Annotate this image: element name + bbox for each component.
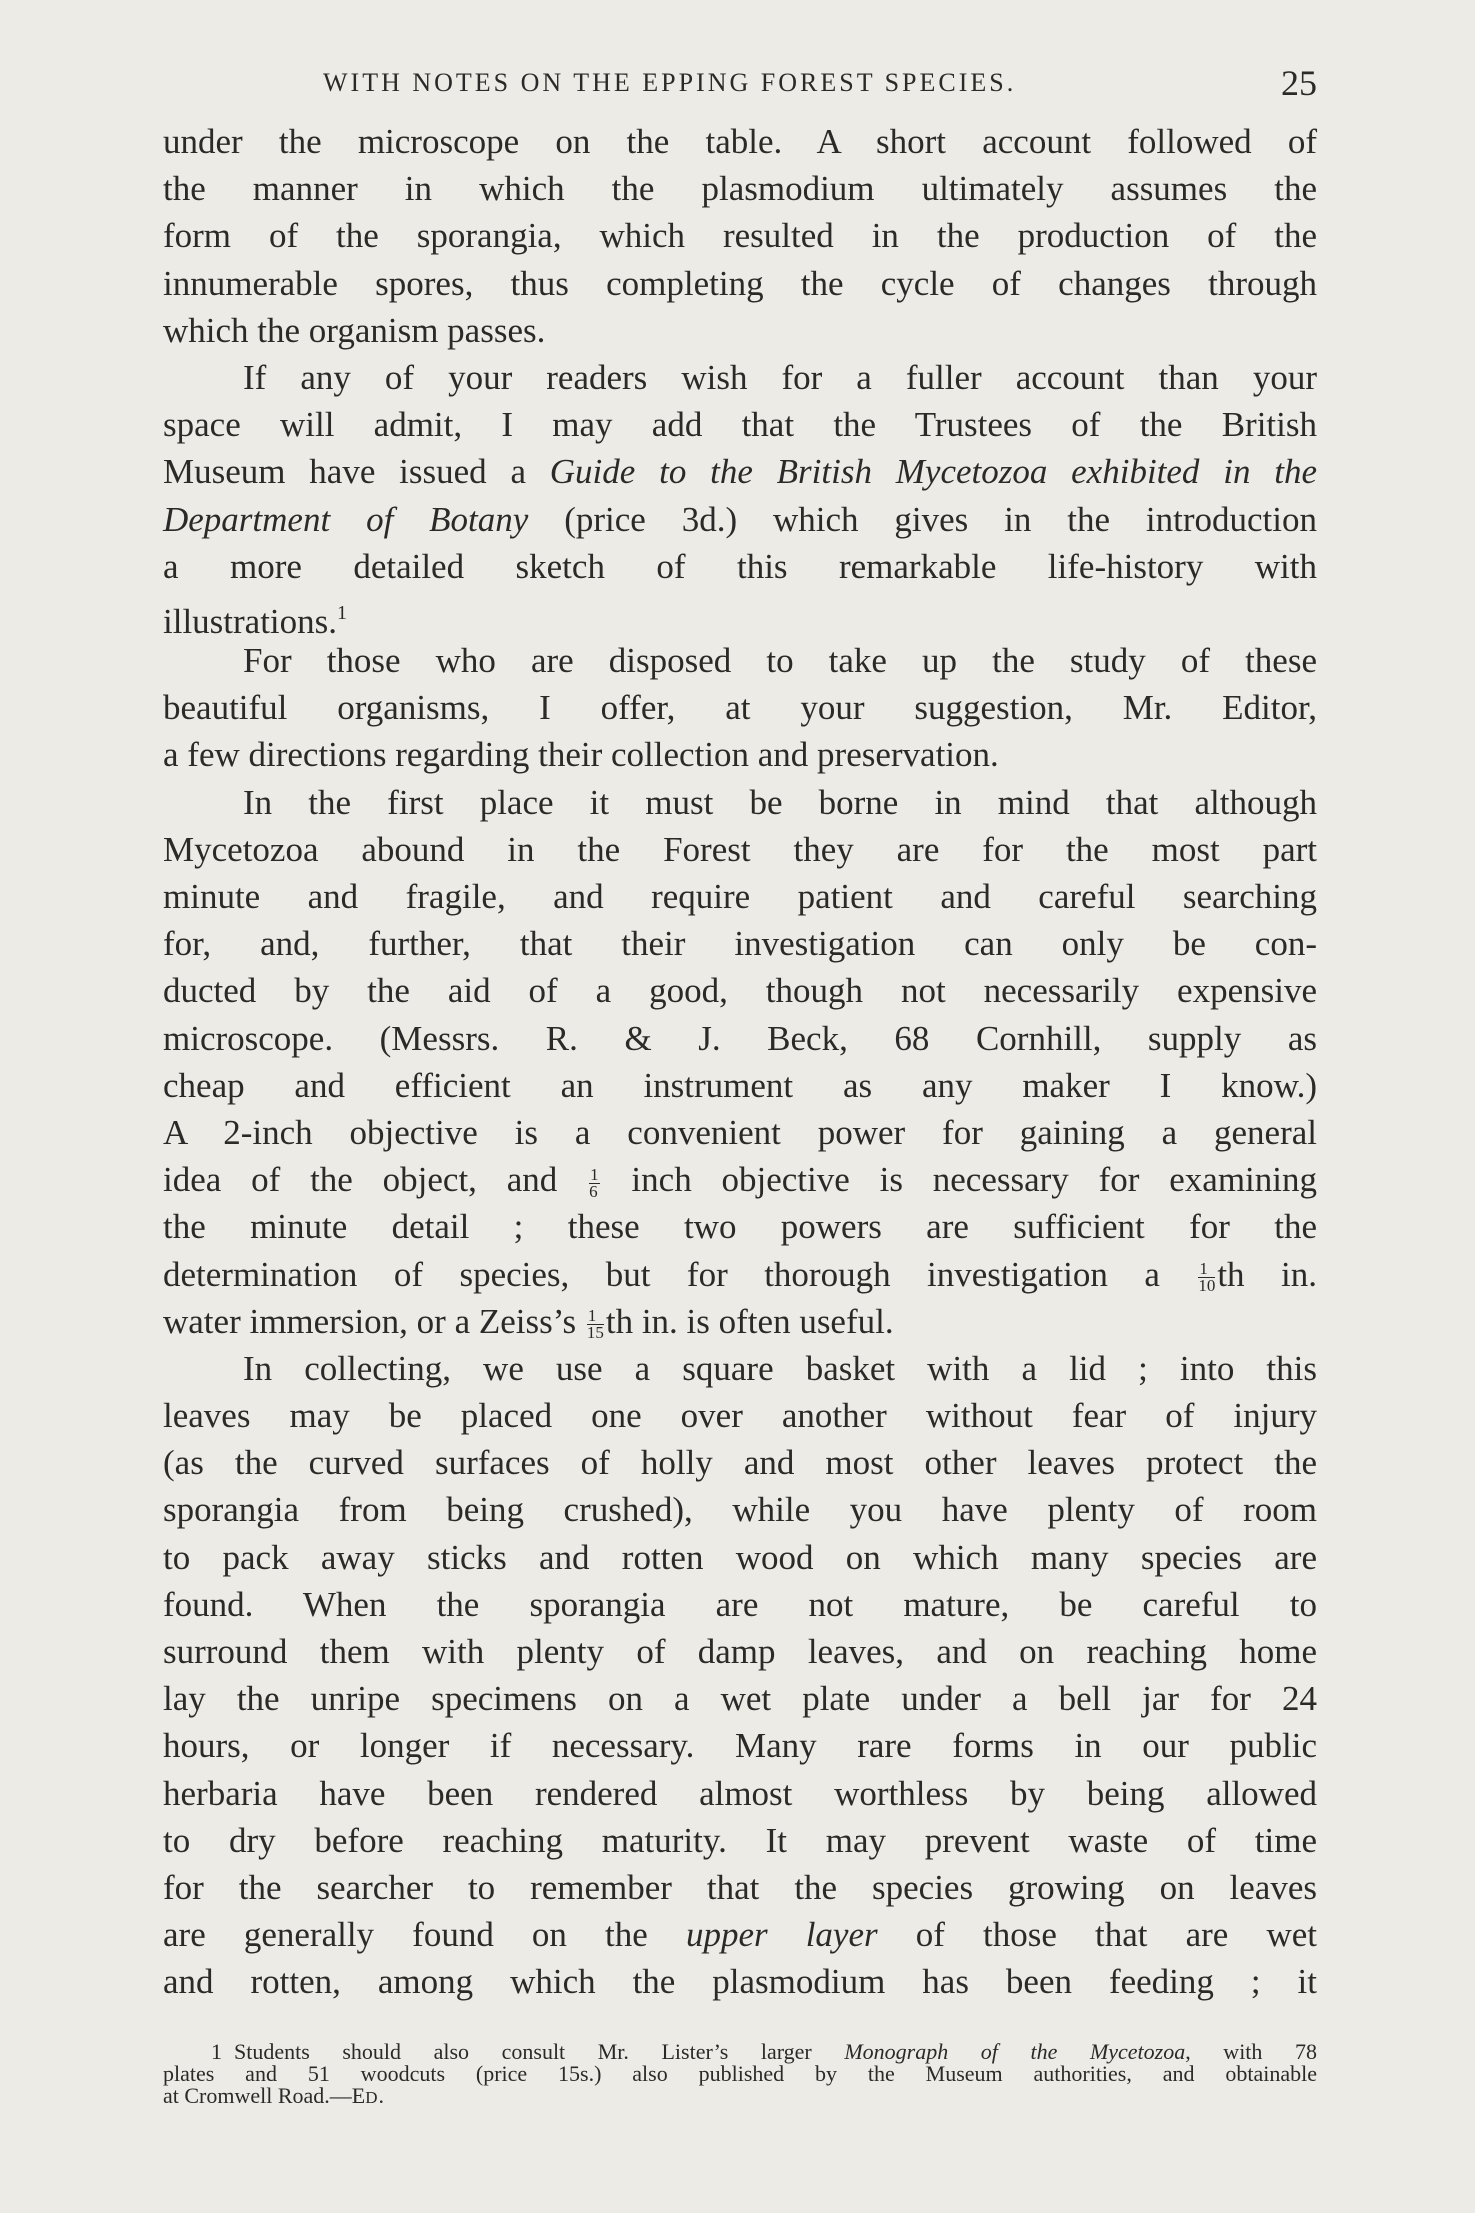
running-head bbox=[163, 62, 1317, 102]
text-line: space will admit, I may add that the Trustees of the British bbox=[163, 405, 1317, 445]
footnote bbox=[163, 2041, 1317, 2107]
text-line bbox=[163, 1156, 1317, 1203]
text-line bbox=[163, 448, 1317, 495]
text-line: ducted by the aid of a good, though not necessarily expensive bbox=[163, 971, 1317, 1011]
text-line: to dry before reaching maturity. It may prevent waste of time bbox=[163, 1820, 1317, 1860]
text-line: herbaria have been rendered almost worthless by being allowed bbox=[163, 1773, 1317, 1813]
text-run: determination of species, but for thorough investigation a bbox=[163, 1254, 1197, 1294]
text-line bbox=[163, 1911, 1317, 1958]
text-line: hours, or longer if necessary. Many rare forms in our public bbox=[163, 1726, 1317, 1766]
text-run: are generally found on the bbox=[163, 1915, 686, 1955]
text-line: lay the unripe specimens on a wet plate under a bell jar for 24 bbox=[163, 1679, 1317, 1719]
text-line: for, and, further, that their investigation can only be con- bbox=[163, 924, 1317, 964]
text-run: Students should also consult Mr. Lister’s larger bbox=[234, 2039, 845, 2064]
text-line bbox=[163, 1251, 1317, 1298]
book-title-italic: Monograph of the Mycetozoa bbox=[844, 2039, 1186, 2064]
footnote-line: plates and 51 woodcuts (price 15s.) also published by the Museum authorities, and obtainable bbox=[163, 2061, 1317, 2086]
text-run: . bbox=[378, 2083, 385, 2108]
text-line: innumerable spores, thus completing the cycle of changes through bbox=[163, 263, 1317, 303]
text-line: microscope. (Messrs. R. & J. Beck, 68 Cornhill, supply as bbox=[163, 1018, 1317, 1058]
footnote-number: 1 bbox=[211, 2039, 222, 2064]
text-line: a few directions regarding their collection and preservation. bbox=[163, 735, 999, 775]
text-run: , with 78 bbox=[1185, 2039, 1317, 2064]
text-line: form of the sporangia, which resulted in the production of the bbox=[163, 216, 1317, 256]
fraction-numerator: 1 bbox=[587, 1308, 604, 1325]
text-line: found. When the sporangia are not mature, be careful to bbox=[163, 1584, 1317, 1624]
text-line bbox=[163, 496, 1317, 543]
text-run: at Cromwell Road.—E bbox=[163, 2083, 366, 2108]
body-text bbox=[163, 118, 1317, 2006]
text-run: inch objective is necessary for examining bbox=[601, 1160, 1317, 1200]
text-line: surround them with plenty of damp leaves, and on reaching home bbox=[163, 1632, 1317, 1671]
text-line: sporangia from being crushed), while you have plenty of room bbox=[163, 1490, 1317, 1530]
text-line: a more detailed sketch of this remarkable life-history with bbox=[163, 546, 1317, 586]
running-title: WITH NOTES ON THE EPPING FOREST SPECIES. bbox=[323, 68, 1017, 97]
text-run-smallcaps: D bbox=[365, 2088, 379, 2107]
text-run: water immersion, or a Zeiss’s bbox=[163, 1301, 585, 1341]
text-line: In the first place it must be borne in mind that although bbox=[243, 782, 1317, 822]
text-run: illustrations. bbox=[163, 601, 338, 641]
fraction-denominator: 6 bbox=[589, 1181, 598, 1201]
book-title-italic: Guide to the British Mycetozoa exhibited in the bbox=[549, 452, 1317, 492]
text-line: If any of your readers wish for a fuller account than your bbox=[243, 357, 1317, 397]
text-line: to pack away sticks and rotten wood on which many species are bbox=[163, 1537, 1317, 1577]
fraction-one-fifteenth bbox=[587, 1308, 604, 1341]
text-run: Museum have issued a bbox=[163, 452, 550, 492]
page-number: 25 bbox=[1281, 63, 1317, 103]
text-run: idea of the object, and bbox=[163, 1160, 588, 1200]
text-run: th in. is often useful. bbox=[605, 1301, 894, 1341]
text-line bbox=[163, 1298, 1317, 1345]
book-title-italic: Department of Botany bbox=[163, 499, 529, 539]
emphasis-italic: upper layer bbox=[685, 1915, 878, 1955]
fraction-one-sixth bbox=[589, 1164, 600, 1201]
fraction-numerator: 1 bbox=[1198, 1261, 1215, 1278]
text-line: for the searcher to remember that the species growing on leaves bbox=[163, 1867, 1317, 1907]
footnote-reference: 1 bbox=[337, 601, 348, 624]
text-line: minute and fragile, and require patient and careful searching bbox=[163, 877, 1317, 916]
text-line: and rotten, among which the plasmodium has been feeding ; it bbox=[163, 1962, 1317, 2002]
footnote-line bbox=[163, 2041, 1317, 2063]
text-line: leaves may be placed one over another without fear of injury bbox=[163, 1396, 1317, 1436]
text-line: (as the curved surfaces of holly and most other leaves protect the bbox=[163, 1443, 1317, 1483]
text-line: In collecting, we use a square basket with a lid ; into this bbox=[243, 1348, 1317, 1388]
text-line: which the organism passes. bbox=[163, 310, 546, 350]
text-run: (price 3d.) which gives in the introduction bbox=[528, 499, 1317, 539]
text-line: cheap and efficient an instrument as any maker I know.) bbox=[163, 1065, 1317, 1105]
text-line: For those who are disposed to take up the study of these bbox=[243, 641, 1317, 681]
fraction-numerator: 1 bbox=[590, 1164, 599, 1184]
fraction-denominator: 10 bbox=[1198, 1275, 1216, 1295]
text-line: beautiful organisms, I offer, at your suggestion, Mr. Editor, bbox=[163, 688, 1317, 728]
fraction-one-tenth bbox=[1198, 1258, 1216, 1295]
text-line: A 2-inch objective is a convenient power for gaining a general bbox=[163, 1112, 1317, 1152]
text-run: th in. bbox=[1217, 1254, 1317, 1294]
text-line: Mycetozoa abound in the Forest they are for the most part bbox=[163, 829, 1317, 869]
footnote-line bbox=[163, 2085, 1317, 2107]
text-line: under the microscope on the table. A short account followed of bbox=[163, 122, 1317, 161]
fraction-denominator: 15 bbox=[586, 1323, 604, 1343]
text-line: the minute detail ; these two powers are sufficient for the bbox=[163, 1207, 1317, 1247]
text-line bbox=[163, 590, 1317, 641]
text-line: the manner in which the plasmodium ultimately assumes the bbox=[163, 169, 1317, 209]
text-run: of those that are wet bbox=[877, 1915, 1317, 1955]
